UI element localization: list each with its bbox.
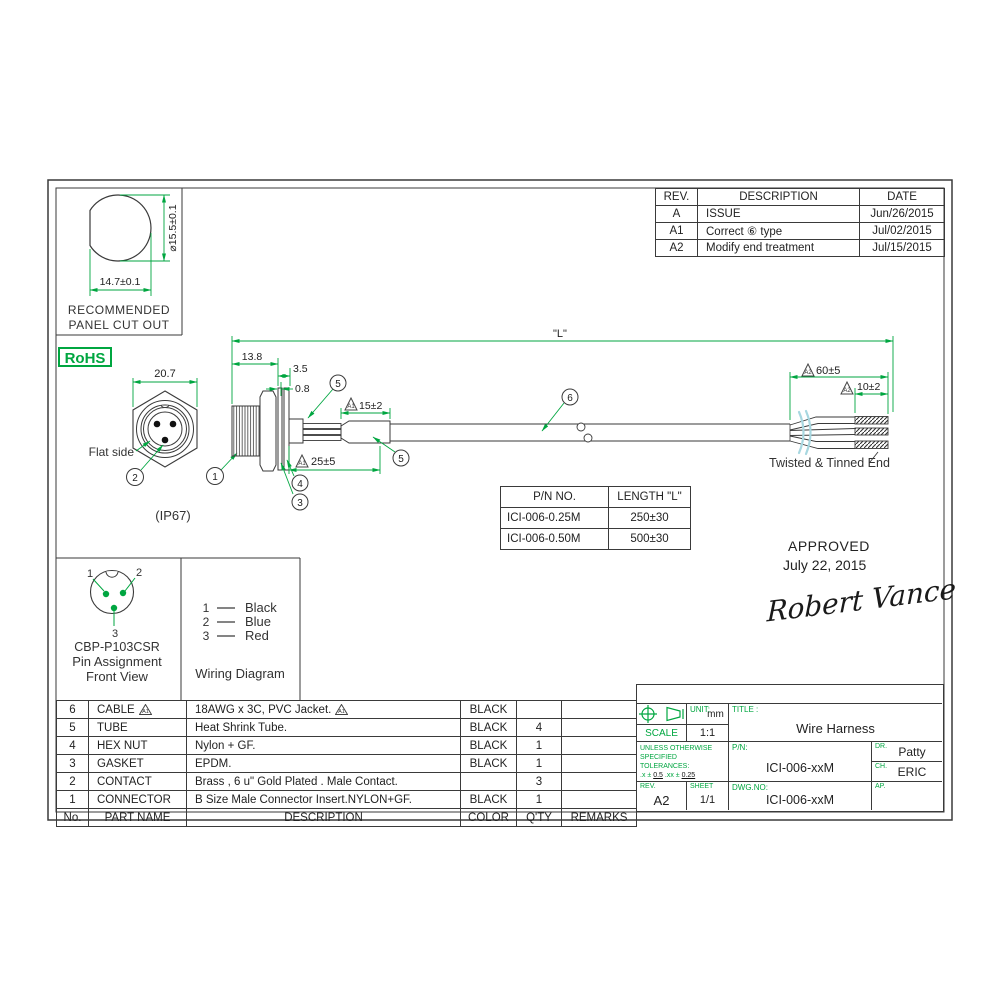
pn-header-row: P/N NO. LENGTH "L" [501,487,691,508]
svg-text:A1: A1 [141,709,149,715]
dwg-no-cell: DWG.NO: ICI-006-xxM [729,782,872,810]
svg-text:A1: A1 [338,709,346,715]
table-row: 3 GASKET EPDM. BLACK 1 [57,755,637,773]
table-row: 5 TUBE Heat Shrink Tube. BLACK 4 [57,719,637,737]
overall-length-dim: "L" [553,328,567,340]
svg-text:6: 6 [567,393,573,404]
wiring-diagram [195,600,285,681]
unit-cell: UNIT: mm [687,704,729,725]
svg-text:A2: A2 [804,370,812,376]
svg-text:A2: A2 [843,388,851,394]
wire-color-1: Black [245,600,277,615]
svg-text:3: 3 [202,629,210,643]
rev-flag-icon [139,704,152,715]
scale-label-cell: SCALE [637,725,687,742]
pin-assignment-diagram [72,567,162,684]
wire-color-3: Red [245,628,269,643]
rev-flag-icon [335,704,348,715]
approved-label: APPROVED [788,538,870,554]
rev-cell: REV. A2 [637,782,687,810]
wire-color-2: Blue [245,614,272,629]
connector-front-view [89,368,237,523]
svg-text:A1: A1 [347,404,355,410]
approval-block [766,538,970,629]
table-row: 1 CONNECTOR B Size Male Connector Insert.NYLON+GF. BLACK 1 [57,791,637,809]
svg-text:2: 2 [202,615,210,629]
table-row: 6 CABLE A1 18AWG x 3C, PVC Jacket. A1 BLACK [57,701,637,719]
pin-part-number: CBP-P103CSR [74,640,160,654]
tube-dim: 15±2 [359,400,383,412]
svg-text:3: 3 [297,498,303,509]
bom-header-row: No. PART NAME DESCRIPTION COLOR Q'TY REMARKS [57,809,637,827]
pin-caption-2: Front View [86,669,148,684]
pin-caption-1: Pin Assignment [72,654,162,669]
twist-marks [799,411,811,454]
pin-1-label: 1 [86,568,94,580]
drafter-cell: DR. Patty [872,742,942,762]
svg-text:5: 5 [398,454,404,465]
title-block-spacer [637,685,942,704]
table-row: A2 Modify end treatment Jul/15/2015 [656,240,945,257]
title-block [636,684,944,812]
panel-width-dim: 14.7±0.1 [99,276,141,288]
strip-dim: 25±5 [311,456,336,468]
panel-dia-dim: ⌀15.5±0.1 [167,204,179,252]
projection-symbol-cell [637,704,687,725]
approver-cell: AP. [875,783,886,790]
approved-date: July 22, 2015 [783,557,867,573]
sheet-cell: SHEET 1/1 [687,782,729,810]
plate-dim: 0.8 [295,383,310,395]
body-dim: 13.8 [241,351,263,363]
svg-text:1: 1 [212,472,218,483]
svg-text:4: 4 [297,479,303,490]
svg-text:2: 2 [132,473,138,484]
revision-table [655,188,945,257]
rohs-badge: RoHS [58,347,112,367]
table-row: 2 CONTACT Brass , 6 u" Gold Plated . Male Contact. 3 [57,773,637,791]
pin-3-label: 3 [111,628,119,640]
checker-cell: CH. ERIC [872,762,942,782]
twisted-end-label: Twisted & Tinned End [769,456,890,470]
table-row: 4 HEX NUT Nylon + GF. BLACK 1 [57,737,637,755]
front-width-dim: 20.7 [154,368,176,380]
scale-value-cell: 1:1 [687,725,729,742]
tolerance-cell: UNLESS OTHERWISE SPECIFIED TOLERANCES: .x ± 0.5 .xx ± 0.25 [637,742,729,782]
svg-text:5: 5 [335,379,341,390]
svg-text:1: 1 [202,601,210,615]
bom-table [56,700,637,827]
pn-cell: P/N: ICI-006-xxM [729,742,872,782]
drawing-title: Wire Harness [796,721,875,736]
panel-cutout-view [56,188,182,335]
tin-dim: 10±2 [857,381,881,393]
flat-side-label: Flat side [88,445,134,459]
assembly-side-view [232,328,893,510]
plates-dim: 3.5 [293,363,308,375]
wiring-caption: Wiring Diagram [195,666,285,681]
table-row: A1 Correct ⑥ type Jul/02/2015 [656,223,945,240]
panel-caption-1: RECOMMENDED [67,303,171,317]
panel-caption-2: PANEL CUT OUT [68,318,170,332]
approval-signature: Robert Vance [766,572,957,629]
revision-header-row: REV. DESCRIPTION DATE [656,189,945,206]
svg-text:A1: A1 [298,461,306,467]
title-cell: TITLE : Wire Harness [729,704,942,742]
part-number-table [500,486,691,550]
pin-2-label: 2 [135,567,143,579]
twist-dim: 60±5 [816,365,841,377]
table-row: ICI-006-0.50M 500±30 [501,529,691,550]
table-row: ICI-006-0.25M 250±30 [501,508,691,529]
ip-rating-label: (IP67) [155,508,191,523]
table-row: A ISSUE Jun/26/2015 [656,206,945,223]
third-angle-projection-icon [637,704,686,724]
